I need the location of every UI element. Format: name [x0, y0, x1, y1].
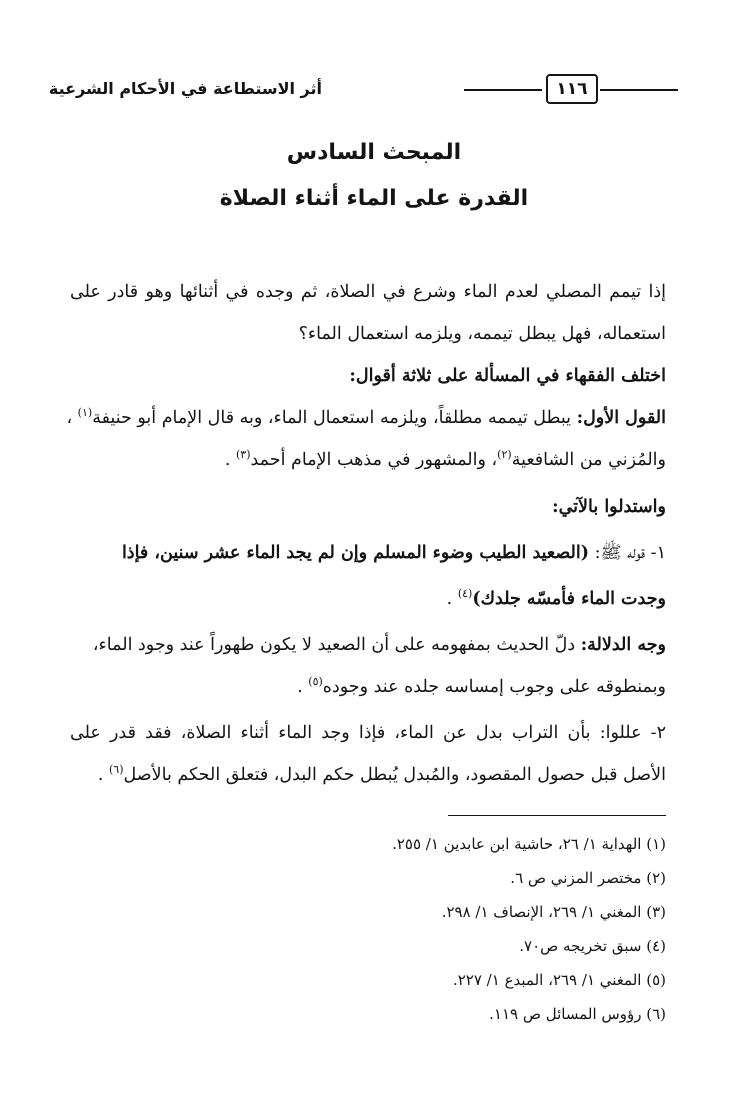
footnote-ref-6: (٦)	[109, 763, 124, 777]
footnote-ref-5: (٥)	[308, 675, 323, 689]
paragraph-6-line-2	[70, 672, 666, 702]
hadith-text: (الصعيد الطيب وضوء المسلم وإن لم يجد الماء عشر سنين، فإذا	[121, 543, 590, 563]
paragraph-3-text-a: والمُزني من الشافعية	[511, 450, 666, 470]
paragraph-7-line-1: ٢- عللوا: بأن التراب بدل عن الماء، فإذا وجد الماء أثناء الصلاة، فقد قدر على	[70, 723, 666, 743]
hadith-text-end: وجدت الماء فأمسّه جلدك)	[472, 589, 666, 609]
paragraph-6-line-1	[70, 630, 666, 660]
paragraph-1-line-1: إذا تيمم المصلي لعدم الماء وشرع في الصلاة، ثم وجده في أثنائها وهو قادر على	[70, 282, 666, 302]
paragraph-3-text-b: ، والمشهور في مذهب الإمام أحمد	[250, 450, 498, 470]
punctuation: .	[297, 677, 303, 697]
paragraph-2: اختلف الفقهاء في المسألة على ثلاثة أقوال:	[349, 366, 666, 386]
page-number: ١١٦	[546, 74, 598, 104]
chapter-title: المبحث السادس	[286, 140, 462, 165]
footnote-3: (٣) المغني ١/ ٢٦٩، الإنصاف ١/ ٢٩٨.	[441, 903, 666, 921]
footnote-6: (٦) رؤوس المسائل ص ١١٩.	[489, 1005, 666, 1023]
punctuation: .	[446, 589, 453, 609]
hadith-intro: ١- قوله ﷺ:	[594, 543, 666, 563]
evidence-label: وجه الدلالة:	[580, 635, 666, 655]
footnote-divider	[448, 815, 666, 816]
running-header	[48, 72, 678, 112]
footnote-ref-4: (٤)	[457, 587, 473, 601]
paragraph-3-line-1	[66, 403, 666, 433]
footnote-2: (٢) مختصر المزني ص ٦.	[510, 869, 666, 887]
paragraph-4: واستدلوا بالآتي:	[552, 497, 666, 517]
reasoning-text-end: الأصل قبل حصول المقصود، والمُبدل يُبطل حكم البدل، فتعلق الحكم بالأصل	[123, 765, 666, 785]
first-opinion-text: يبطل تيممه مطلقاً، ويلزمه استعمال الماء، وبه قال الإمام أبو حنيفة	[92, 408, 572, 428]
first-opinion-label: القول الأول:	[576, 408, 666, 428]
footnote-ref-1: (١)	[77, 406, 93, 420]
footnote-ref-2: (٢)	[497, 448, 512, 462]
footnote-1: (١) الهداية ١/ ٢٦، حاشية ابن عابدين ١/ ٢٥٥.	[392, 835, 666, 853]
paragraph-3-line-2	[70, 445, 666, 475]
footnote-4: (٤) سبق تخريجه ص٧٠.	[519, 937, 666, 955]
punctuation: .	[224, 450, 231, 470]
paragraph-7-line-2	[70, 760, 666, 790]
evidence-text-end: وبمنطوقه على وجوب إمساسه جلده عند وجوده	[322, 677, 666, 697]
footnote-5: (٥) المغني ١/ ٢٦٩، المبدع ١/ ٢٢٧.	[452, 971, 666, 989]
punctuation: .	[97, 765, 104, 785]
section-title: القدرة على الماء أثناء الصلاة	[219, 186, 529, 211]
header-rule-right	[600, 89, 678, 91]
paragraph-1-line-2: استعماله، فهل يبطل تيممه، ويلزمه استعمال الماء؟	[298, 324, 666, 344]
paragraph-5-line-2	[70, 584, 666, 614]
header-rule-left	[464, 89, 542, 91]
evidence-text: دلّ الحديث بمفهومه على أن الصعيد لا يكون طهوراً عند وجود الماء،	[92, 635, 576, 655]
punctuation: ،	[66, 408, 73, 428]
footnote-ref-3: (٣)	[235, 448, 251, 462]
paragraph-5-line-1	[70, 538, 666, 568]
running-title: أثر الاستطاعة في الأحكام الشرعية	[48, 79, 322, 98]
